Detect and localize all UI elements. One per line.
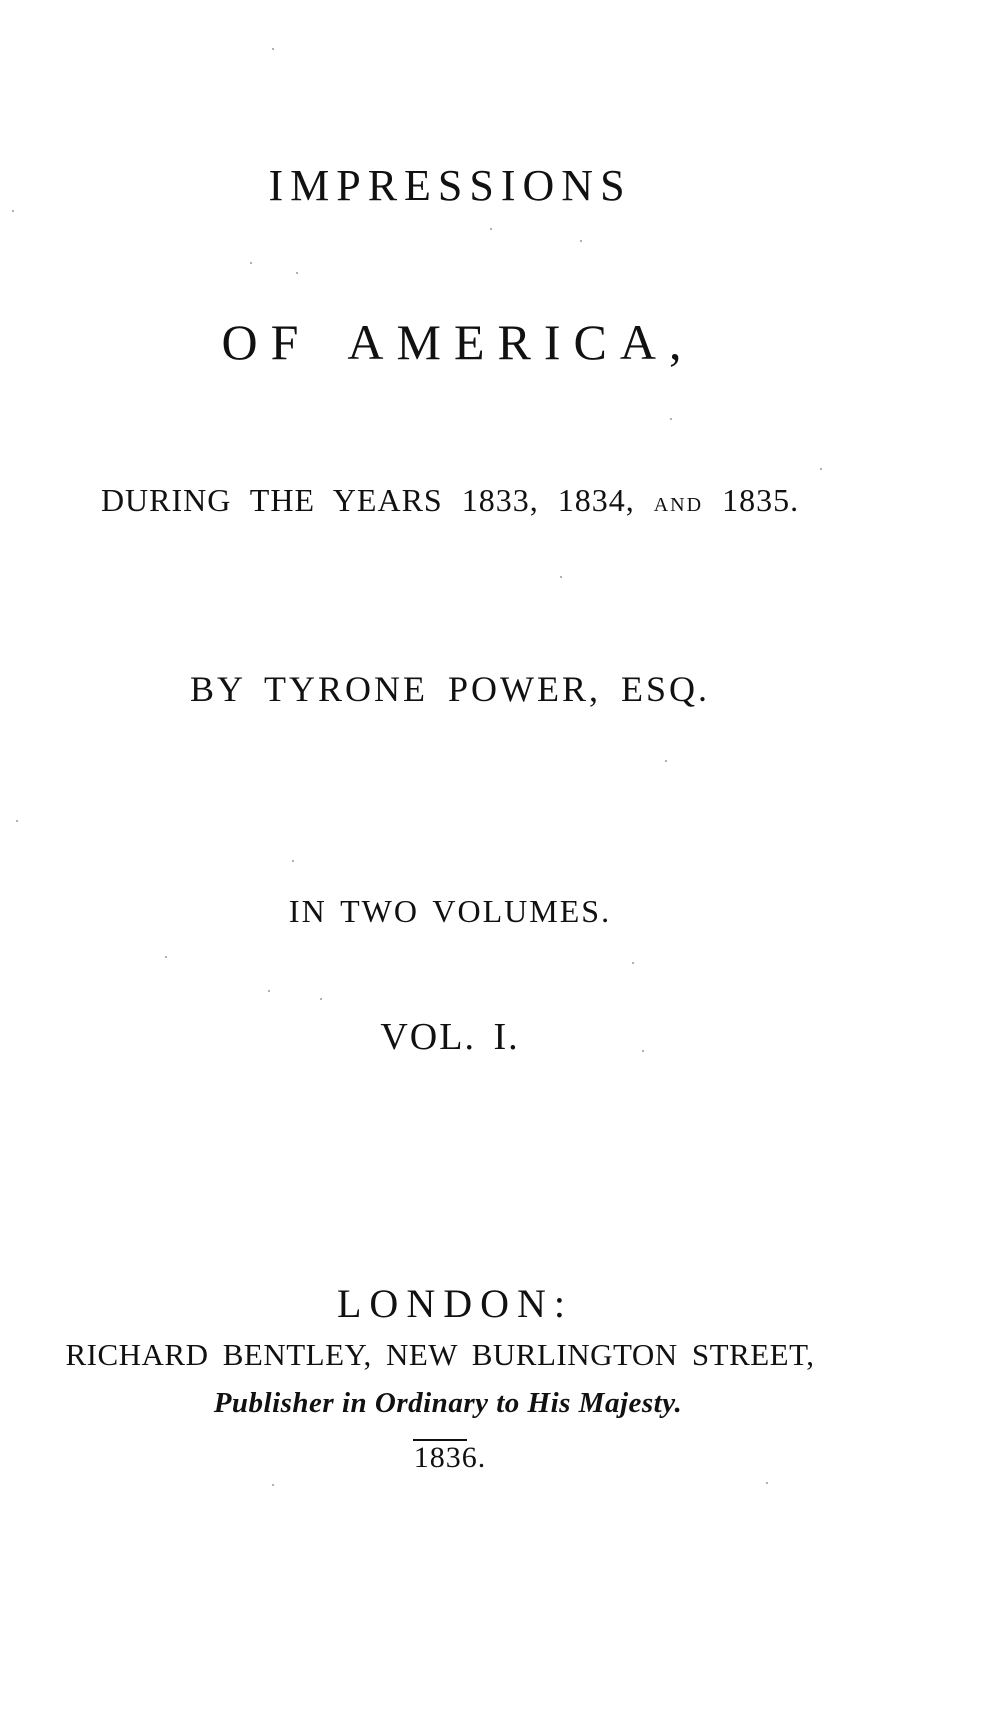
paper-speck (560, 576, 562, 578)
paper-speck (250, 262, 252, 264)
imprint-appointment: Publisher in Ordinary to His Majesty. (213, 1387, 683, 1419)
title-line-2 (18, 313, 898, 371)
imprint-publisher: RICHARD BENTLEY, NEW BURLINGTON STREET, (65, 1337, 815, 1372)
author-line: BY TYRONE POWER, ESQ. (189, 669, 711, 709)
imprint-year: 1836. (413, 1441, 487, 1474)
paper-speck (320, 998, 322, 1000)
paper-speck (272, 48, 274, 50)
volume-count: IN TWO VOLUMES. (288, 893, 612, 929)
paper-speck (665, 760, 667, 762)
imprint-city: LONDON: (337, 1281, 573, 1326)
paper-speck (490, 228, 492, 230)
paper-speck (820, 468, 822, 470)
paper-speck (580, 240, 582, 242)
title-line-2-part-a: OF (221, 314, 312, 370)
paper-speck (670, 418, 672, 420)
title-line-1: IMPRESSIONS (268, 161, 632, 210)
volume-number: VOL. I. (380, 1016, 520, 1058)
paper-speck (165, 956, 167, 958)
subtitle-years (10, 482, 890, 519)
subtitle-lead: DURING THE YEARS 1833, 1834, (100, 482, 635, 518)
paper-speck (12, 210, 14, 212)
title-line-2-part-b: AMERICA, (347, 314, 695, 370)
paper-speck (292, 860, 294, 862)
paper-speck (16, 820, 18, 822)
subtitle-and: AND (653, 494, 704, 516)
paper-speck (272, 1484, 274, 1486)
paper-speck (642, 1050, 644, 1052)
paper-speck (632, 962, 634, 964)
paper-speck (296, 272, 298, 274)
paper-speck (268, 990, 270, 992)
subtitle-tail: 1835. (722, 482, 800, 518)
paper-speck (766, 1482, 768, 1484)
